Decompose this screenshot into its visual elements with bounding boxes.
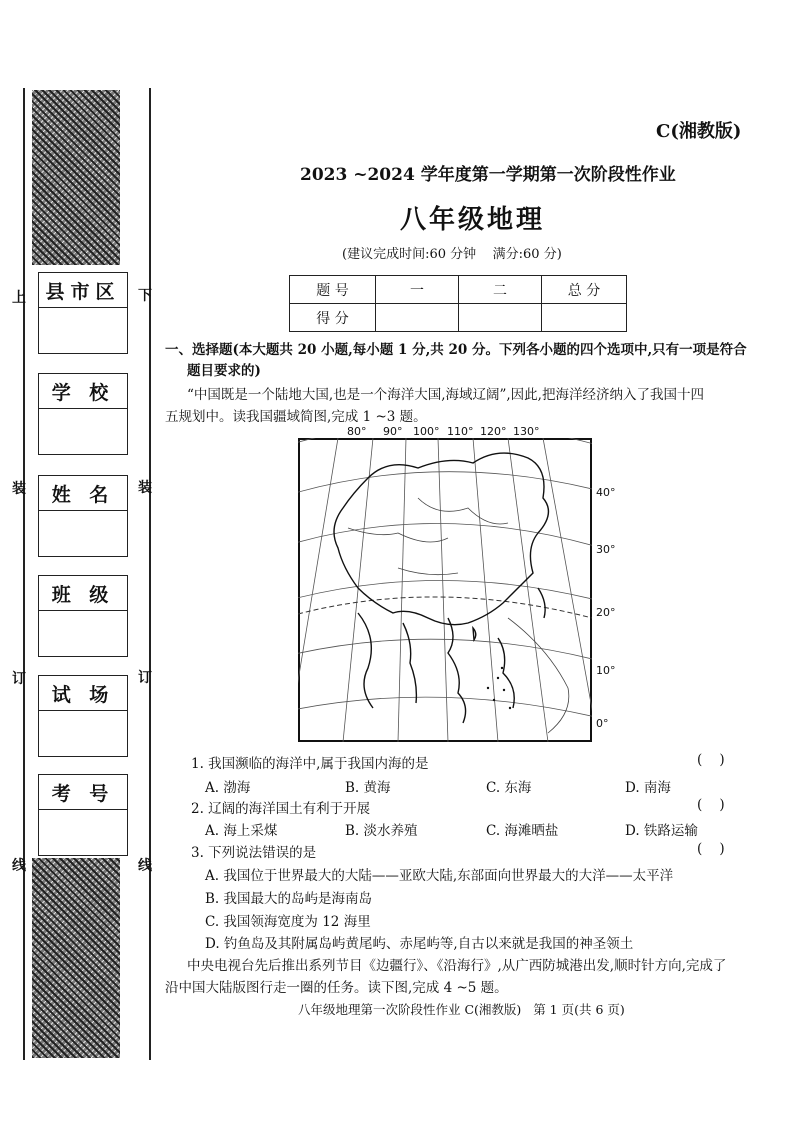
security-pattern-top bbox=[32, 90, 120, 265]
class-box[interactable] bbox=[38, 575, 128, 657]
side-char-right-1: 下 bbox=[138, 288, 152, 304]
class-label: 班 级 bbox=[39, 576, 127, 611]
question-1-answer-bracket[interactable]: ( ) bbox=[697, 752, 725, 768]
page-footer: 八年级地理第一次阶段性作业 C(湘教版) 第 1 页(共 6 页) bbox=[298, 1002, 625, 1017]
map-lon-110: 110° bbox=[447, 425, 474, 438]
score-header-part2: 二 bbox=[459, 276, 542, 304]
name-box[interactable] bbox=[38, 475, 128, 557]
question-2-answer-bracket[interactable]: ( ) bbox=[697, 797, 725, 813]
score-header-question: 题 号 bbox=[290, 276, 376, 304]
question-2-stem: 2. 辽阔的海洋国土有利于开展 bbox=[191, 801, 371, 817]
question-3-option-b[interactable]: B. 我国最大的岛屿是海南岛 bbox=[205, 891, 373, 907]
score-cell-part1[interactable] bbox=[376, 304, 459, 332]
time-note: (建议完成时间:60 分钟 满分:60 分) bbox=[342, 247, 562, 262]
map-lat-30: 30° bbox=[596, 543, 616, 556]
question-2-option-c[interactable]: C. 海滩晒盐 bbox=[486, 823, 559, 839]
subject-title: 八年级地理 bbox=[400, 205, 546, 235]
security-pattern-bottom bbox=[32, 858, 120, 1058]
question-1-option-c[interactable]: C. 东海 bbox=[486, 780, 532, 796]
score-cell-total[interactable] bbox=[542, 304, 627, 332]
section1-heading-line2: 题目要求的) bbox=[187, 363, 261, 379]
side-char-left-2: 装 bbox=[12, 481, 26, 497]
side-char-left-1: 上 bbox=[12, 290, 26, 306]
map-lon-80: 80° bbox=[347, 425, 367, 438]
question-3-option-a[interactable]: A. 我国位于世界最大的大陆——亚欧大陆,东部面向世界最大的大洋——太平洋 bbox=[205, 868, 674, 884]
section1-intro-line2: 五规划中。读我国疆域简图,完成 1 ~3 题。 bbox=[165, 409, 427, 425]
binding-line-right bbox=[149, 88, 151, 1060]
question-3-stem: 3. 下列说法错误的是 bbox=[191, 845, 317, 861]
exam-room-label: 试 场 bbox=[39, 676, 127, 711]
question-2-option-a[interactable]: A. 海上采煤 bbox=[205, 823, 278, 839]
score-cell-part2[interactable] bbox=[459, 304, 542, 332]
score-header-part1: 一 bbox=[376, 276, 459, 304]
question-1-option-d[interactable]: D. 南海 bbox=[625, 780, 671, 796]
side-char-left-4: 线 bbox=[12, 858, 26, 874]
school-label: 学 校 bbox=[39, 374, 127, 409]
question-2-option-b[interactable]: B. 淡水养殖 bbox=[345, 823, 418, 839]
map-lon-90: 90° bbox=[383, 425, 403, 438]
question-1-option-a[interactable]: A. 渤海 bbox=[205, 780, 251, 796]
county-box[interactable] bbox=[38, 272, 128, 354]
exam-number-box[interactable] bbox=[38, 774, 128, 856]
passage2-line1: 中央电视台先后推出系列节目《边疆行》、《沿海行》,从广西防城港出发,顺时针方向,完成了 bbox=[187, 958, 727, 974]
question-2-option-d[interactable]: D. 铁路运输 bbox=[625, 823, 698, 839]
binding-line-left bbox=[23, 88, 25, 1060]
map-lat-20: 20° bbox=[596, 606, 616, 619]
passage2-line2: 沿中国大陆版图行走一圈的任务。读下图,完成 4 ~5 题。 bbox=[165, 980, 508, 996]
question-3-option-c[interactable]: C. 我国领海宽度为 12 海里 bbox=[205, 914, 371, 930]
side-char-right-4: 线 bbox=[138, 858, 152, 874]
score-row-label: 得 分 bbox=[290, 304, 376, 332]
exam-room-box[interactable] bbox=[38, 675, 128, 757]
side-char-left-3: 订 bbox=[12, 671, 26, 687]
section1-intro-line1: “中国既是一个陆地大国,也是一个海洋大国,海域辽阔”,因此,把海洋经济纳入了我国十四 bbox=[187, 387, 704, 403]
side-char-right-2: 装 bbox=[138, 480, 152, 496]
map-lat-0: 0° bbox=[596, 717, 609, 730]
exam-number-label: 考 号 bbox=[39, 775, 127, 810]
china-territory-map bbox=[298, 438, 592, 742]
score-header-total: 总 分 bbox=[542, 276, 627, 304]
question-3-answer-bracket[interactable]: ( ) bbox=[697, 841, 725, 857]
section1-heading-line1: 一、选择题(本大题共 20 小题,每小题 1 分,共 20 分。下列各小题的四个选项中,只有一项是符合 bbox=[165, 342, 747, 358]
county-label: 县市区 bbox=[39, 273, 127, 308]
name-label: 姓 名 bbox=[39, 476, 127, 511]
map-lon-120: 120° bbox=[480, 425, 507, 438]
edition-label: C(湘教版) bbox=[656, 121, 742, 142]
school-box[interactable] bbox=[38, 373, 128, 455]
question-3-option-d[interactable]: D. 钓鱼岛及其附属岛屿黄尾屿、赤尾屿等,自古以来就是我国的神圣领土 bbox=[205, 936, 634, 952]
map-lon-100: 100° bbox=[413, 425, 440, 438]
question-1-option-b[interactable]: B. 黄海 bbox=[345, 780, 391, 796]
question-1-stem: 1. 我国濒临的海洋中,属于我国内海的是 bbox=[191, 756, 429, 772]
map-lon-130: 130° bbox=[513, 425, 540, 438]
score-table bbox=[289, 275, 627, 332]
map-lat-40: 40° bbox=[596, 486, 616, 499]
map-lat-10: 10° bbox=[596, 664, 616, 677]
exam-title: 2023 ~2024 学年度第一学期第一次阶段性作业 bbox=[300, 165, 676, 185]
side-char-right-3: 订 bbox=[138, 670, 152, 686]
